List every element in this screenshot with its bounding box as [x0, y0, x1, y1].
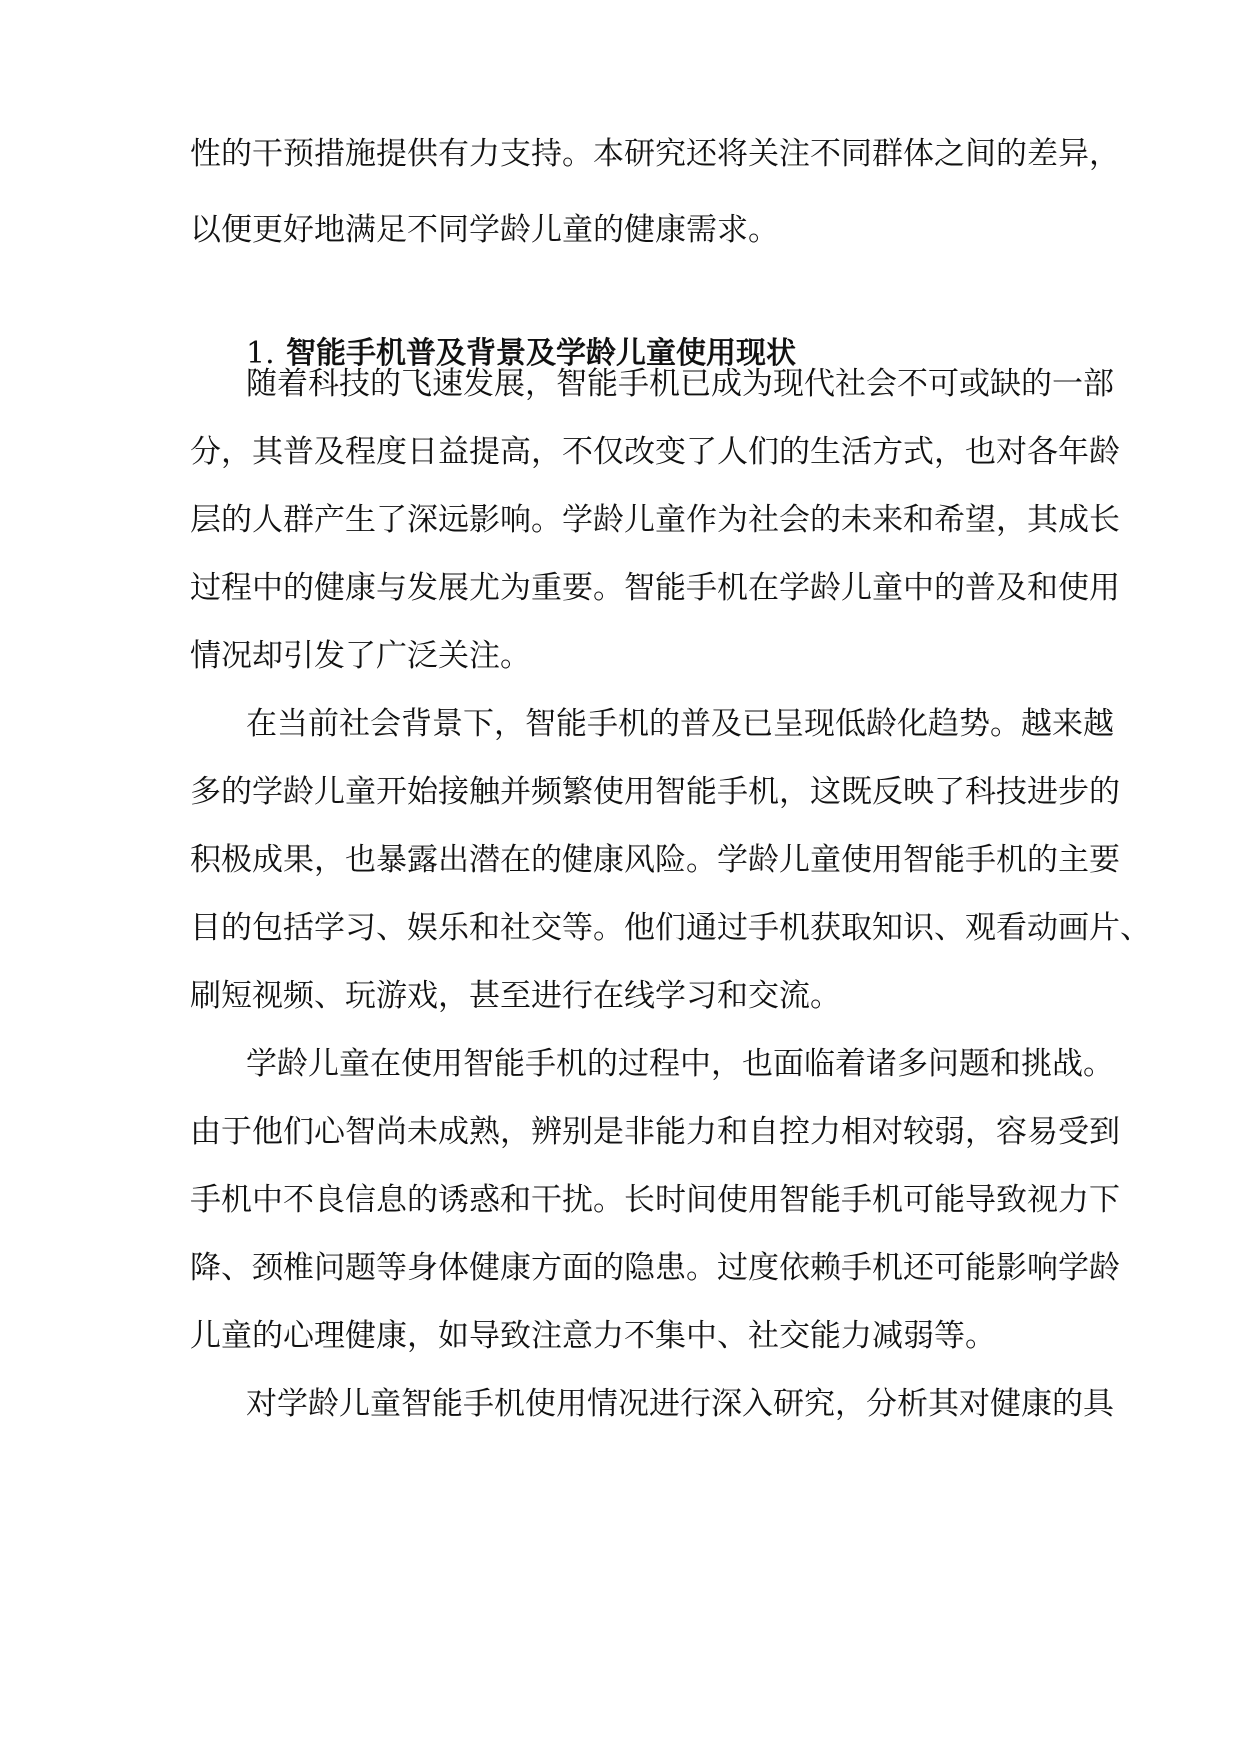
paragraph-3-line-3: 手机中不良信息的诱惑和干扰。长时间使用智能手机可能导致视力下 [190, 1182, 1120, 1218]
paragraph-2-line-4: 目的包括学习、娱乐和社交等。他们通过手机获取知识、观看动画片、 [190, 910, 1151, 946]
paragraph-2-line-1: 在当前社会背景下，智能手机的普及已呈现低龄化趋势。越来越 [246, 706, 1114, 742]
paragraph-1-line-2: 分，其普及程度日益提高，不仅改变了人们的生活方式，也对各年龄 [190, 434, 1120, 470]
paragraph-3-line-4: 降、颈椎问题等身体健康方面的隐患。过度依赖手机还可能影响学龄 [190, 1250, 1120, 1286]
section-number: 1. [246, 336, 275, 371]
section-title: 智能手机普及背景及学龄儿童使用现状 [286, 336, 796, 371]
paragraph-1-line-1: 随着科技的飞速发展，智能手机已成为现代社会不可或缺的一部 [246, 366, 1114, 402]
paragraph-1-line-5: 情况却引发了广泛关注。 [190, 638, 531, 674]
paragraph-3-line-1: 学龄儿童在使用智能手机的过程中，也面临着诸多问题和挑战。 [246, 1046, 1114, 1082]
paragraph-3-line-5: 儿童的心理健康，如导致注意力不集中、社交能力减弱等。 [190, 1318, 996, 1354]
intro-line-1: 性的干预措施提供有力支持。本研究还将关注不同群体之间的差异， [190, 136, 1120, 172]
intro-line-2: 以便更好地满足不同学龄儿童的健康需求。 [190, 212, 779, 248]
paragraph-2-line-5: 刷短视频、玩游戏，甚至进行在线学习和交流。 [190, 978, 841, 1014]
paragraph-2-line-2: 多的学龄儿童开始接触并频繁使用智能手机，这既反映了科技进步的 [190, 774, 1120, 810]
paragraph-4-line-1: 对学龄儿童智能手机使用情况进行深入研究，分析其对健康的具 [246, 1386, 1114, 1422]
paragraph-2-line-3: 积极成果，也暴露出潜在的健康风险。学龄儿童使用智能手机的主要 [190, 842, 1120, 878]
paragraph-1-line-3: 层的人群产生了深远影响。学龄儿童作为社会的未来和希望，其成长 [190, 502, 1120, 538]
paragraph-1-line-4: 过程中的健康与发展尤为重要。智能手机在学龄儿童中的普及和使用 [190, 570, 1120, 606]
paragraph-3-line-2: 由于他们心智尚未成熟，辨别是非能力和自控力相对较弱，容易受到 [190, 1114, 1120, 1150]
